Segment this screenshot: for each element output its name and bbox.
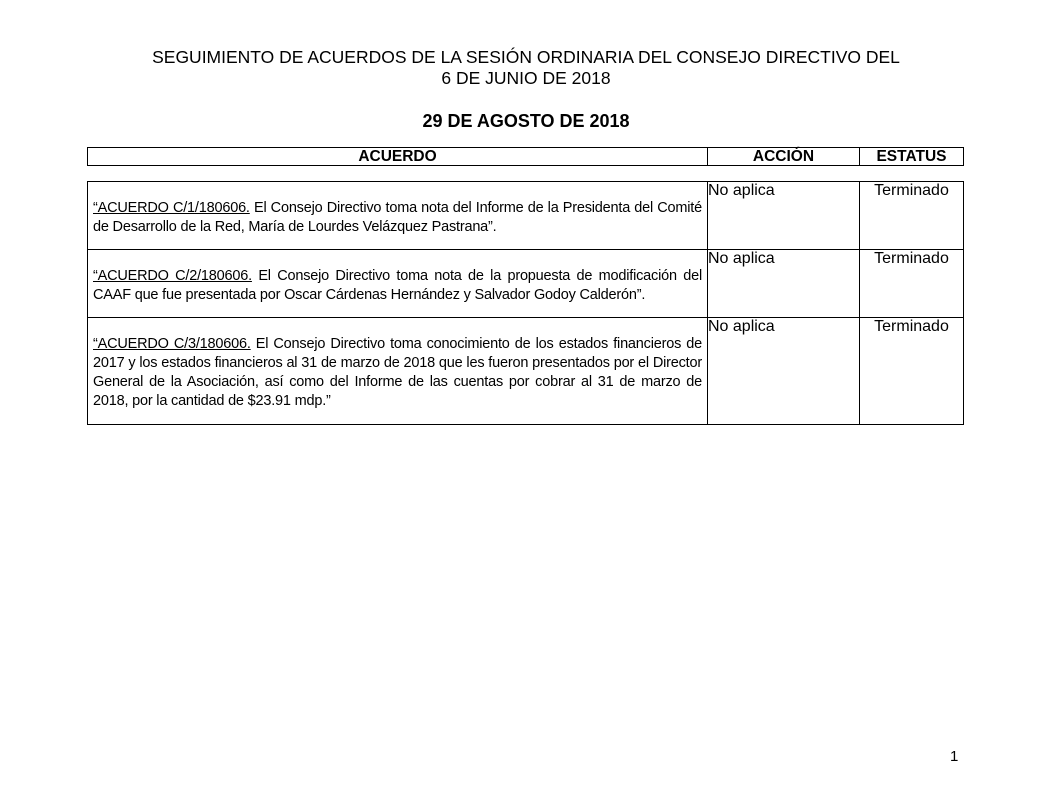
column-header-estatus: ESTATUS bbox=[860, 148, 964, 166]
acuerdo-reference: “ACUERDO C/1/180606. bbox=[93, 200, 250, 216]
agreements-table bbox=[87, 181, 964, 425]
table-header bbox=[87, 147, 964, 166]
acuerdo-description: El Consejo Directivo toma nota de la propuesta de modificación del CAAF que fue presentada por Oscar Cárdenas Hernández y Salvador Godoy Calderón”. bbox=[93, 268, 702, 303]
estatus-cell: Terminado bbox=[860, 182, 964, 250]
accion-cell: No aplica bbox=[708, 318, 860, 425]
page-number: 1 bbox=[950, 748, 959, 765]
acuerdo-description: El Consejo Directivo toma nota del Informe de la Presidenta del Comité de Desarrollo de la Red, María de Lourdes Velázquez Pastrana”. bbox=[93, 200, 702, 235]
acuerdo-cell bbox=[88, 250, 708, 318]
acuerdo-cell bbox=[88, 318, 708, 425]
table-row bbox=[88, 250, 964, 318]
acuerdo-reference: “ACUERDO C/3/180606. bbox=[93, 336, 251, 352]
table-row bbox=[88, 318, 964, 425]
estatus-cell: Terminado bbox=[860, 250, 964, 318]
acuerdo-text bbox=[88, 318, 707, 411]
document-title bbox=[0, 47, 1052, 89]
acuerdo-text bbox=[88, 182, 707, 237]
title-line-2: 6 DE JUNIO DE 2018 bbox=[441, 68, 611, 88]
accion-cell: No aplica bbox=[708, 182, 860, 250]
column-header-accion: ACCIÓN bbox=[708, 148, 860, 166]
acuerdo-text bbox=[88, 250, 707, 305]
estatus-cell: Terminado bbox=[860, 318, 964, 425]
title-line-1: SEGUIMIENTO DE ACUERDOS DE LA SESIÓN ORDINARIA DEL CONSEJO DIRECTIVO DEL bbox=[152, 47, 900, 67]
column-header-acuerdo: ACUERDO bbox=[88, 148, 708, 166]
acuerdo-cell bbox=[88, 182, 708, 250]
acuerdo-reference: “ACUERDO C/2/180606. bbox=[93, 268, 252, 284]
report-date: 29 DE AGOSTO DE 2018 bbox=[422, 111, 630, 131]
table-row bbox=[88, 182, 964, 250]
accion-cell: No aplica bbox=[708, 250, 860, 318]
acuerdo-description: El Consejo Directivo toma conocimiento de los estados financieros de 2017 y los estados financieros al 31 de marzo de 2018 que les fueron presentados por el Director General de la Asociación, así como del Informe de las cuentas por cobrar al 31 de marzo de 2018, por la cantidad de $23.91 mdp.” bbox=[93, 336, 702, 409]
